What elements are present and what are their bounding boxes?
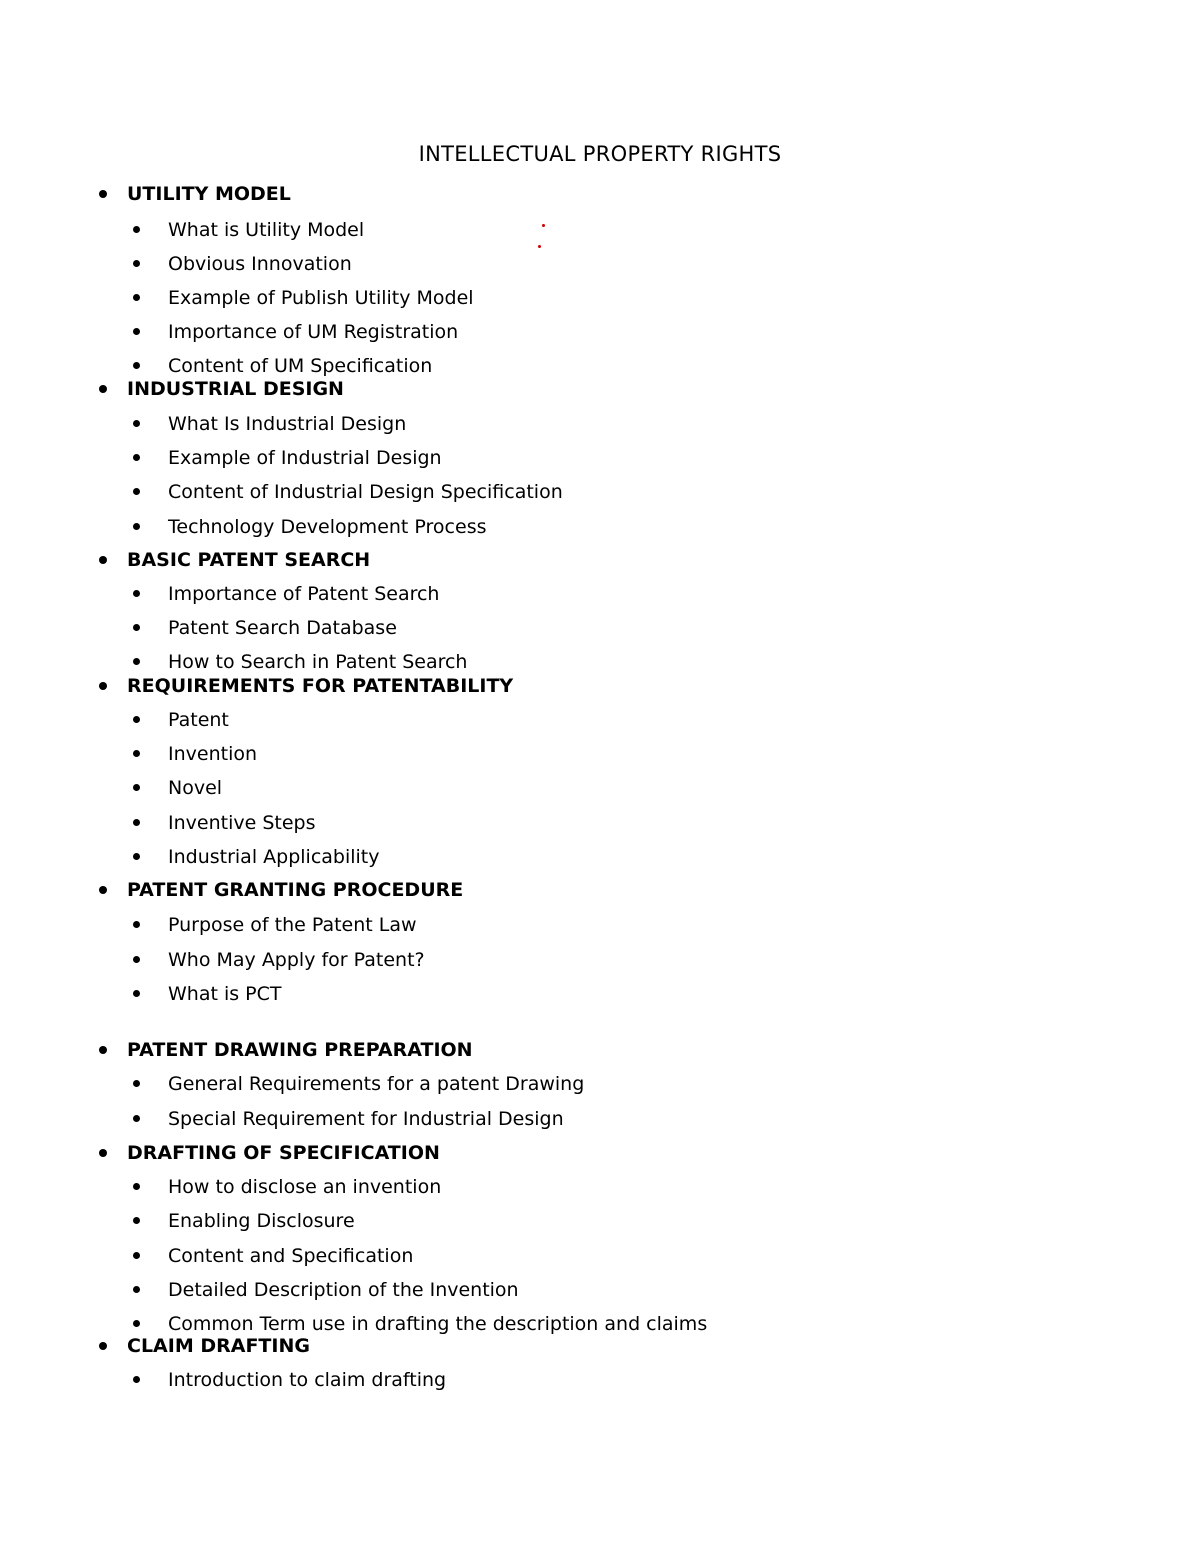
list-item [168, 982, 282, 1006]
list-item [168, 515, 487, 539]
bullet-icon [133, 454, 140, 461]
list-item-label: Example of Industrial Design [168, 447, 442, 469]
list-item [168, 708, 229, 732]
bullet-icon [133, 260, 140, 267]
list-item-label: Content and Specification [168, 1245, 414, 1267]
section-label: INDUSTRIAL DESIGN [127, 378, 344, 400]
list-item-label: Technology Development Process [168, 516, 487, 538]
bullet-icon [133, 750, 140, 757]
bullet-icon [133, 523, 140, 530]
section-label: DRAFTING OF SPECIFICATION [127, 1142, 440, 1164]
list-item [168, 742, 257, 766]
bullet-icon [133, 362, 140, 369]
section-industrial-design [127, 377, 344, 401]
list-item-label: What Is Industrial Design [168, 413, 407, 435]
bullet-icon [133, 819, 140, 826]
list-item [168, 811, 315, 835]
list-item-label: Special Requirement for Industrial Design [168, 1108, 564, 1130]
bullet-icon [133, 921, 140, 928]
bullet-icon [133, 624, 140, 631]
list-item [168, 948, 425, 972]
list-item [168, 1244, 413, 1268]
list-item-label: Who May Apply for Patent? [168, 949, 425, 971]
bullet-icon [133, 1320, 140, 1327]
list-item-label: Patent Search Database [168, 617, 397, 639]
list-item [168, 1107, 564, 1131]
bullet-icon [133, 990, 140, 997]
list-item-label: Novel [168, 777, 223, 799]
list-item [168, 252, 352, 276]
list-item [168, 845, 380, 869]
bullet-icon [133, 1217, 140, 1224]
list-item-label: How to Search in Patent Search [168, 651, 468, 673]
list-item [168, 218, 364, 242]
list-item-label: Content of Industrial Design Specification [168, 481, 563, 503]
list-item-label: Inventive Steps [168, 812, 316, 834]
list-item [168, 1209, 355, 1233]
list-item [168, 480, 563, 504]
bullet-icon [133, 226, 140, 233]
list-item [168, 354, 432, 378]
bullet-icon [133, 956, 140, 963]
section-drafting-of-specification [127, 1141, 440, 1165]
list-item [168, 650, 467, 674]
list-item [168, 1072, 584, 1096]
list-item-label: Industrial Applicability [168, 846, 380, 868]
bullet-icon [133, 1080, 140, 1087]
section-requirements-for-patentability [127, 674, 513, 698]
bullet-icon [133, 853, 140, 860]
list-item-label: Importance of Patent Search [168, 583, 440, 605]
list-item-label: General Requirements for a patent Drawing [168, 1073, 585, 1095]
list-item [168, 1368, 446, 1392]
list-item [168, 1278, 519, 1302]
list-item-label: What is PCT [168, 983, 282, 1005]
bullet-icon [99, 886, 107, 894]
bullet-icon [133, 294, 140, 301]
list-item [168, 320, 458, 344]
list-item [168, 412, 406, 436]
list-item [168, 286, 474, 310]
list-item-label: What is Utility Model [168, 219, 365, 241]
bullet-icon [133, 590, 140, 597]
list-item-label: Patent [168, 709, 229, 731]
bullet-icon [133, 1115, 140, 1122]
section-label: CLAIM DRAFTING [127, 1335, 310, 1357]
section-claim-drafting [127, 1334, 310, 1358]
section-label: UTILITY MODEL [127, 183, 291, 205]
section-patent-drawing-preparation [127, 1038, 473, 1062]
bullet-icon [99, 1149, 107, 1157]
red-dot-mark [542, 224, 545, 227]
list-item-label: Example of Publish Utility Model [168, 287, 474, 309]
list-item-label: Introduction to claim drafting [168, 1369, 447, 1391]
bullet-icon [99, 682, 107, 690]
list-item [168, 446, 442, 470]
document-title: INTELLECTUAL PROPERTY RIGHTS [418, 142, 782, 166]
list-item-label: Purpose of the Patent Law [168, 914, 417, 936]
section-label: PATENT DRAWING PREPARATION [127, 1039, 473, 1061]
list-item-label: Detailed Description of the Invention [168, 1279, 519, 1301]
section-patent-granting-procedure [127, 878, 463, 902]
bullet-icon [133, 716, 140, 723]
bullet-icon [133, 658, 140, 665]
bullet-icon [99, 385, 107, 393]
list-item-label: Common Term use in drafting the description and claims [168, 1313, 708, 1335]
bullet-icon [133, 420, 140, 427]
bullet-icon [133, 1252, 140, 1259]
list-item-label: Invention [168, 743, 258, 765]
list-item-label: Obvious Innovation [168, 253, 352, 275]
list-item-label: How to disclose an invention [168, 1176, 442, 1198]
bullet-icon [133, 1183, 140, 1190]
bullet-icon [133, 488, 140, 495]
bullet-icon [133, 1286, 140, 1293]
list-item-label: Content of UM Specification [168, 355, 433, 377]
red-dot-mark [538, 245, 541, 248]
list-item-label: Importance of UM Registration [168, 321, 459, 343]
list-item [168, 1312, 707, 1336]
section-label: PATENT GRANTING PROCEDURE [127, 879, 464, 901]
list-item [168, 1175, 441, 1199]
section-label: BASIC PATENT SEARCH [127, 549, 371, 571]
list-item-label: Enabling Disclosure [168, 1210, 355, 1232]
bullet-icon [99, 190, 107, 198]
bullet-icon [133, 1376, 140, 1383]
bullet-icon [99, 1046, 107, 1054]
section-basic-patent-search [127, 548, 370, 572]
list-item [168, 913, 417, 937]
bullet-icon [99, 556, 107, 564]
section-utility-model [127, 182, 291, 206]
bullet-icon [133, 328, 140, 335]
list-item [168, 776, 222, 800]
list-item [168, 616, 397, 640]
bullet-icon [133, 784, 140, 791]
section-label: REQUIREMENTS FOR PATENTABILITY [127, 675, 514, 697]
bullet-icon [99, 1342, 107, 1350]
list-item [168, 582, 439, 606]
